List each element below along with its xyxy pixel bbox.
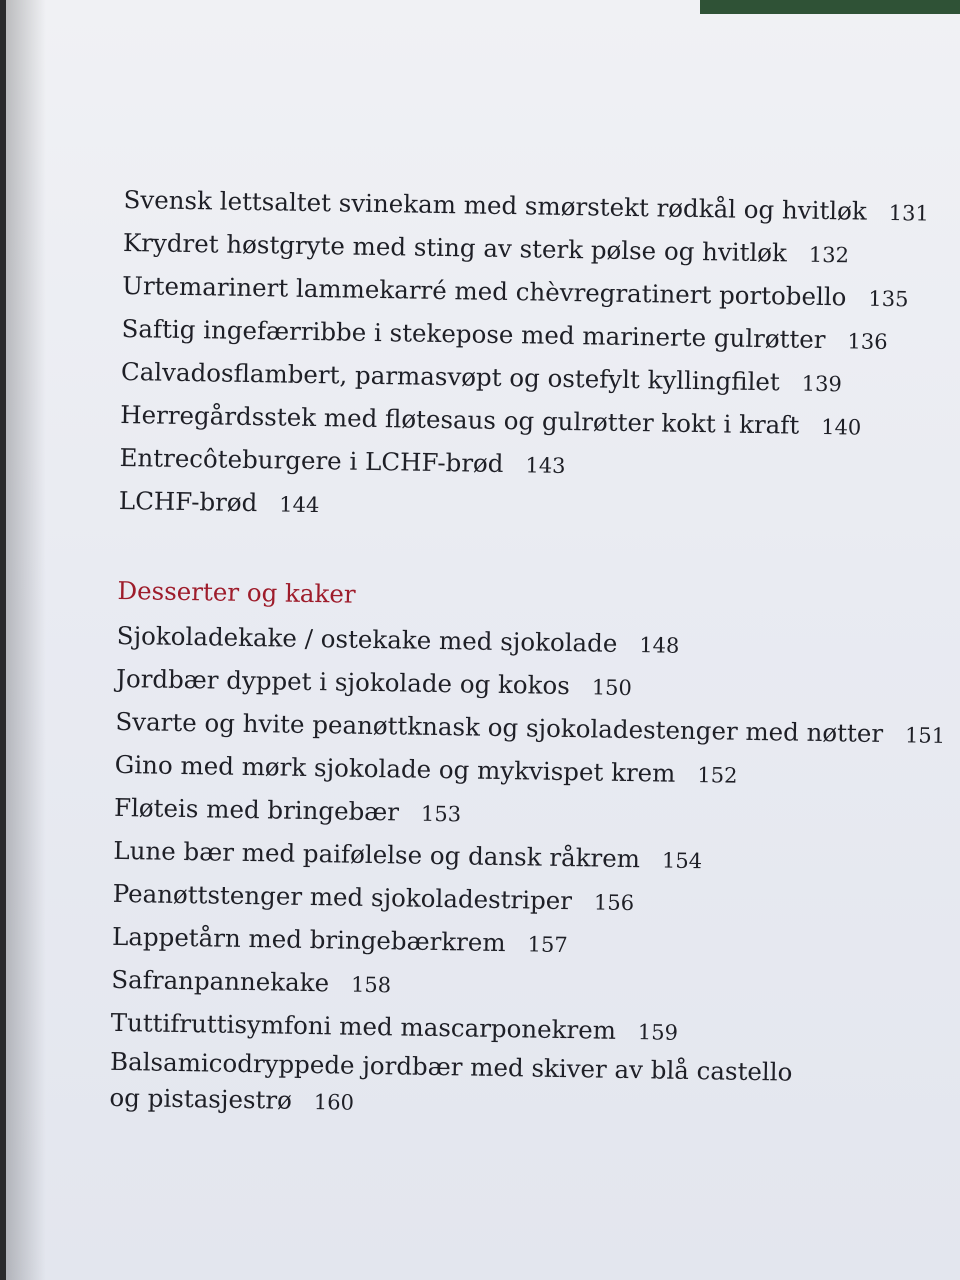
entry-title: Krydret høstgryte med sting av sterk pølse og hvitløk (122, 227, 788, 268)
entry-title: Svarte og hvite peanøttknask og sjokoladestenger med nøtter (115, 706, 884, 748)
page-number: 150 (591, 675, 633, 701)
page-number: 154 (661, 848, 703, 874)
page-number: 151 (904, 723, 946, 748)
entry-title: Lune bær med paifølelse og dansk råkrem (113, 835, 641, 874)
page-number: 132 (808, 242, 850, 268)
page-number: 153 (420, 801, 462, 827)
page-number: 139 (801, 371, 843, 397)
entry-title: Svensk lettsaltet svinekam med smørstekt rødkål og hvitløk (123, 184, 867, 226)
entry-title: Saftig ingefærribbe i stekepose med marinerte gulrøtter (121, 313, 826, 355)
page-number: 135 (868, 286, 909, 312)
entry-title: Gino med mørk sjokolade og mykvispet krem (114, 749, 676, 788)
entry-title: Calvadosflambert, parmasvøpt og ostefylt kyllingfilet (120, 356, 781, 397)
page-number: 148 (639, 633, 680, 658)
entry-title-line1: Balsamicodryppede jordbær med skiver av blå castello (109, 1046, 793, 1087)
entry-title: Sjokoladekake / ostekake med sjokolade (116, 620, 618, 658)
page-number: 144 (279, 492, 320, 518)
page-number: 160 (313, 1090, 355, 1115)
page-number: 152 (697, 763, 738, 788)
entry-title: Tuttifruttisymfoni med mascarponekrem (110, 1007, 617, 1045)
page-number: 157 (527, 932, 568, 958)
entry-title: Peanøttstenger med sjokoladestriper (112, 878, 573, 916)
page-number: 140 (821, 414, 862, 440)
page-number: 158 (350, 972, 392, 998)
entry-title: Jordbær dyppet i sjokolade og kokos (115, 663, 571, 701)
entry-title: Herregårdsstek med fløtesaus og gulrøtter kokt i kraft (120, 399, 800, 440)
page-number: 156 (593, 890, 635, 916)
entry-title: LCHF-brød (118, 485, 258, 518)
entry-title: Urtemarinert lammekarré med chèvregratinert portobello (122, 270, 847, 312)
page-number: 136 (847, 329, 888, 355)
page-number: 131 (888, 201, 929, 226)
table-of-contents (109, 178, 946, 1128)
section-heading: Desserter og kaker (117, 575, 356, 609)
entry-title: Entrecôteburgere i LCHF-brød (119, 442, 504, 478)
entry-title: Lappetårn med bringebærkrem (111, 921, 506, 958)
book-page (6, 0, 960, 1280)
entry-title: Fløteis med bringebær (113, 792, 400, 827)
page-number: 143 (525, 453, 566, 478)
entry-title-line2: og pistasjestrø (109, 1082, 293, 1115)
page-number: 159 (637, 1020, 679, 1045)
entry-title: Safranpannekake (111, 964, 330, 998)
